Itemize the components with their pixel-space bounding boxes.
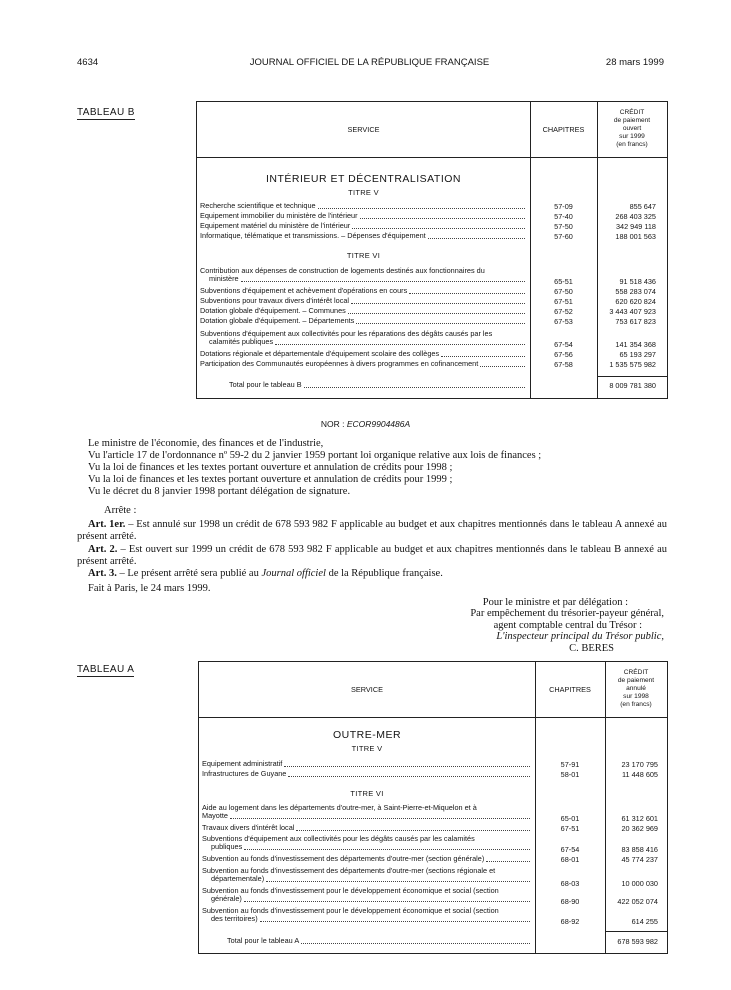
- preamble-line: Vu l'article 17 de l'ordonnance nº 59-2 du 2 janvier 1959 portant loi organique relative aux lois de finances ;: [88, 450, 542, 461]
- col-chapitres-header: CHAPITRES: [542, 125, 585, 134]
- titre-v-heading: TITRE V: [348, 188, 379, 197]
- arrete-heading: Arrête :: [104, 505, 137, 516]
- col-credit-header: CRÉDIT de paiement annulé sur 1998 (en francs): [617, 669, 655, 708]
- titre-v-heading: TITRE V: [351, 744, 383, 753]
- col-credit-header: CRÉDIT de paiement ouvert sur 1999 (en francs): [613, 109, 651, 148]
- page-number: 4634: [77, 57, 99, 68]
- col-chapitres-header: CHAPITRES: [549, 685, 591, 694]
- preamble-line: Le ministre de l'économie, des finances et de l'industrie,: [88, 438, 324, 449]
- preamble-line: Vu la loi de finances et les textes portant ouverture et annulation de crédits pour 1998 ;: [88, 462, 453, 473]
- fait-a-paris: Fait à Paris, le 24 mars 1999.: [88, 583, 211, 594]
- tableau-a-label: TABLEAU A: [77, 664, 135, 675]
- col-service-header: SERVICE: [347, 125, 380, 134]
- tableau-b-label: TABLEAU B: [77, 107, 135, 118]
- article-2: Art. 2. – Est ouvert sur 1999 un crédit de 678 593 982 F applicable au budget et aux chapitres mentionnés dans le tableau B annexé au présent arrêté.: [77, 544, 668, 567]
- tableau-a-table: SERVICE CHAPITRES CRÉDIT de paiement annulé sur 1998 (en francs) OUTRE-MER TITRE V Equipement administratif 57-91 23 170 795 Infrastructures de Guyane 58-01 11 448 605 TITRE VI Aide au logement dans les départements d'outre-mer, à Saint-Pierre-et-Miquelon et à Mayotte 65-01 61 312 601 Travaux divers d'intérêt local 67-51 20 362 969 Subventions d'équipement aux collectivités pour les dégâts causés par les calamités publiques 67-54 83 858 416 Subvention au fonds d'investissement des départements d'outre-mer (section générale) 68-01 45 774 237 Subvention au fonds d'investissement des départements d'outre-mer (sections régionale et départementale) 68-03 10 000 030 Subvention au fonds d'investissement pour le développement économique et social (section générale) 68-90 422 052 074 Subvention au fonds d'investissement pour le développement économique et social (section des territoires) 68-92 614 255 Total pour le tableau A 678 593 982: [198, 661, 668, 954]
- section-title: INTÉRIEUR ET DÉCENTRALISATION: [266, 173, 461, 185]
- signature-block: Pour le ministre et par délégation : Par empêchement du trésorier-payeur général, agent comptable central du Trésor : L'inspecteur principal du Trésor public, C. BERES: [470, 597, 664, 654]
- titre-vi-heading: TITRE VI: [346, 251, 381, 260]
- preamble-line: Vu la loi de finances et les textes portant ouverture et annulation de crédits pour 1999 ;: [88, 474, 453, 485]
- tableau-b-table: SERVICE CHAPITRES CRÉDIT de paiement ouvert sur 1999 (en francs) INTÉRIEUR ET DÉCENTRALISATION TITRE V Recherche scientifique et technique 57-09 855 647 Equipement immobilier du ministère de l'intérieur 57-40 268 403 325 Equipement matériel du ministère de l'intérieur 57-50 342 949 118 Informatique, télématique et transmissions. – Dépenses d'équipement 57-60 188 001 563 TITRE VI Contribution aux dépenses de construction de logements destinés aux fonctionnaires du ministère 65-51 91 518 436 Subventions d'équipement et achèvement d'opérations en cours 67-50 558 283 074 Subventions pour travaux divers d'intérêt local 67-51 620 620 824 Dotation globale d'équipement. – Communes 67-52 3 443 407 923 Dotation globale d'équipement. – Départements 67-53 753 617 823 Subventions d'équipement aux collectivités pour les réparations des dégâts causés par les calamités publiques 67-54 141 354 368 Dotations régionale et départementale d'équipement scolaire des collèges 67-56 65 193 297 Participation des Communautés européennes à divers programmes en cofinancement 67-58 1 535 575 982 Total pour le tableau B 8 009 781 380: [196, 101, 668, 399]
- nor-reference: NOR : ECOR9904486A: [320, 419, 411, 429]
- section-title: OUTRE-MER: [332, 729, 402, 741]
- col-service-header: SERVICE: [351, 685, 383, 694]
- article-1: Art. 1er. – Est annulé sur 1998 un crédit de 678 593 982 F applicable au budget et aux chapitres mentionnés dans le tableau A annexé au présent arrêté.: [77, 519, 667, 542]
- titre-vi-heading: TITRE VI: [350, 789, 384, 798]
- journal-title: JOURNAL OFFICIEL DE LA RÉPUBLIQUE FRANÇAISE: [249, 57, 490, 68]
- publication-date: 28 mars 1999: [605, 57, 664, 68]
- preamble-line: Vu le décret du 8 janvier 1998 portant délégation de signature.: [88, 486, 351, 497]
- article-3: Art. 3. – Le présent arrêté sera publié au Journal officiel de la République française.: [88, 568, 443, 579]
